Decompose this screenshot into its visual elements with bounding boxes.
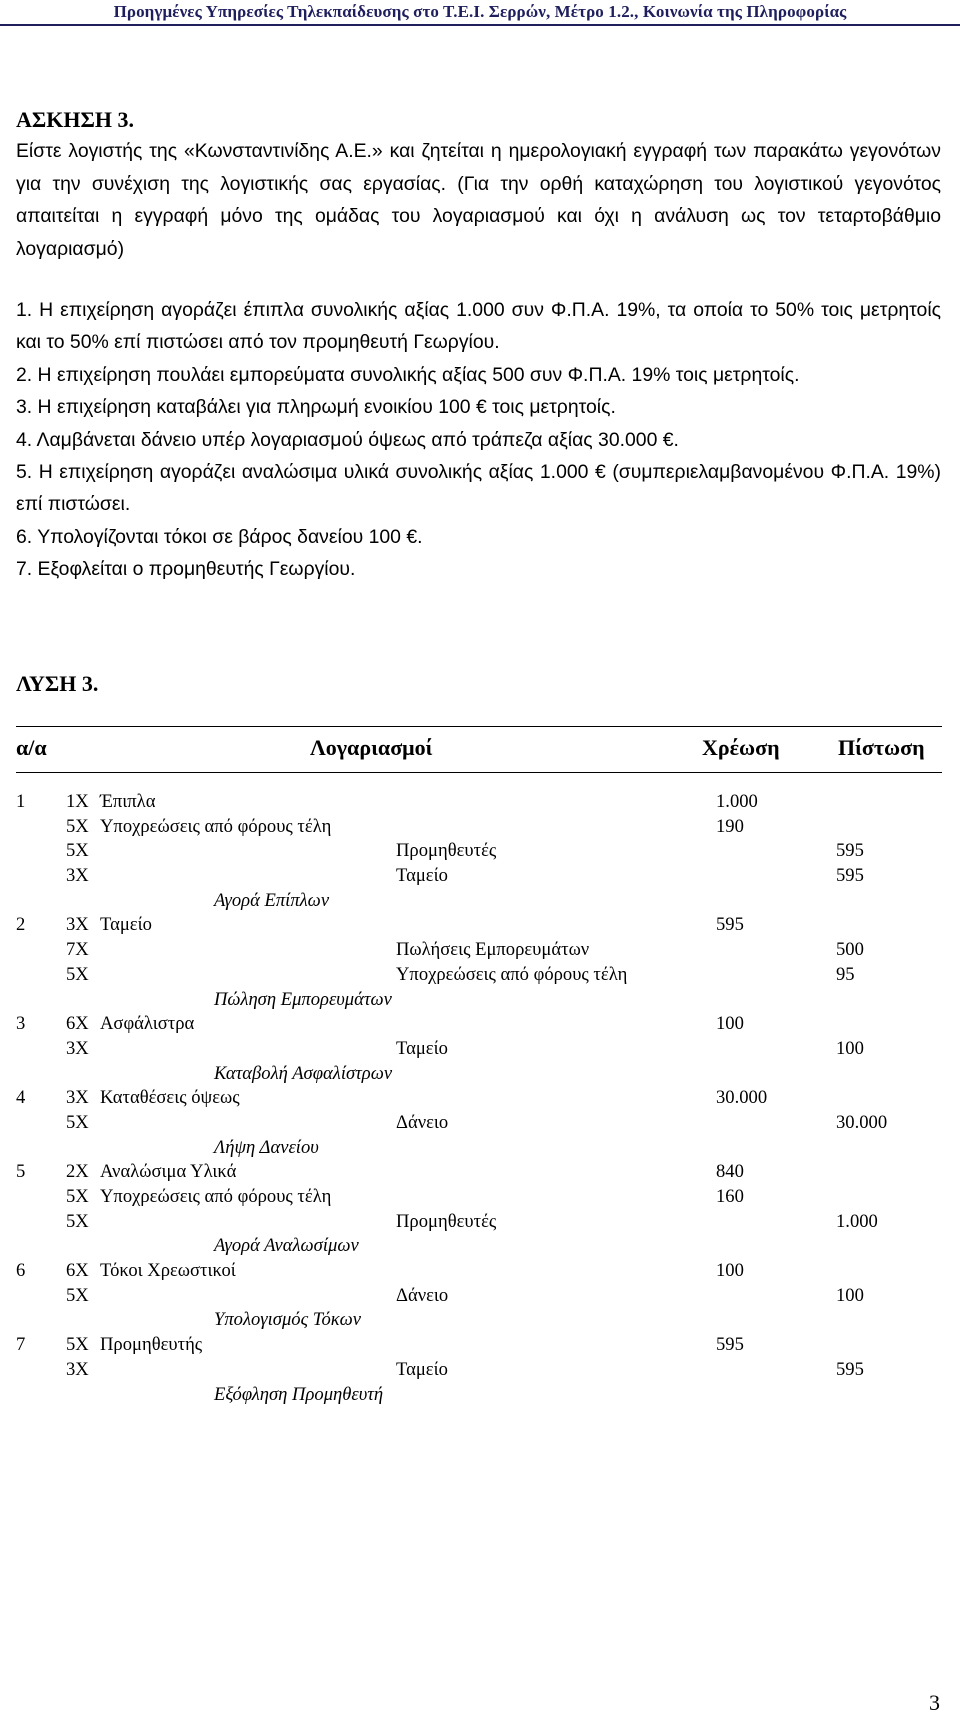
debit-row — [16, 1160, 942, 1185]
account-code: 5Χ — [66, 815, 89, 837]
account-name: Ταμείο — [396, 1037, 448, 1059]
credit-amount: 100 — [836, 1284, 864, 1306]
debit-row — [16, 1185, 942, 1210]
intro-paragraph: Είστε λογιστής της «Κωνσταντινίδης Α.Ε.» και ζητείται η ημερολογιακή εγγραφή των παρακάτω γεγονότων για την συνέχιση της λογιστικής σας εργασίας. (Για την ορθή καταχώρηση του λογιστικού γεγονότος απαιτείται η εγγραφή μόνο της ομάδας του λογαριασμού και όχι η ανάλυση ως τον τεταρτοβάθμιο λογαριασμό) — [16, 140, 941, 261]
task-item: 7. Εξοφλείται ο προμηθευτής Γεωργίου. — [16, 558, 356, 581]
account-name: Υποχρεώσεις από φόρους τέλη — [100, 815, 332, 837]
account-code: 5Χ — [66, 840, 89, 862]
account-name: Τόκοι Χρεωστικοί — [100, 1260, 236, 1282]
journal-entry — [16, 1086, 942, 1160]
task-item: 3. Η επιχείρηση καταβάλει για πληρωμή ενοικίου 100 € τοις μετρητοίς. — [16, 396, 616, 419]
account-name: Καταθέσεις όψεως — [100, 1087, 240, 1109]
credit-amount: 95 — [836, 963, 855, 985]
debit-amount: 100 — [716, 1260, 744, 1282]
credit-amount: 595 — [836, 865, 864, 887]
debit-amount: 840 — [716, 1161, 744, 1183]
credit-amount: 1.000 — [836, 1210, 878, 1232]
account-code: 5Χ — [66, 1210, 89, 1232]
task-item: 5. Η επιχείρηση αγοράζει αναλώσιμα υλικά συνολικής αξίας 1.000 € (συμπεριελαμβανομένου Φ.Π.Α. 19%) επί πιστώσει. — [16, 461, 941, 516]
credit-amount: 100 — [836, 1037, 864, 1059]
account-code: 5Χ — [66, 1284, 89, 1306]
entry-description: Πώληση Εμπορευμάτων — [214, 988, 392, 1010]
debit-amount: 1.000 — [716, 791, 758, 812]
entry-description: Λήψη Δανείου — [214, 1136, 319, 1158]
debit-amount: 100 — [716, 1013, 744, 1035]
description-row — [16, 889, 942, 914]
account-code: 7Χ — [66, 939, 89, 961]
running-header: Προηγμένες Υπηρεσίες Τηλεκπαίδευσης στο Τ.Ε.Ι. Σερρών, Μέτρο 1.2., Κοινωνία της Πληροφορίας — [113, 2, 847, 21]
account-code: 3Χ — [66, 1037, 89, 1059]
column-header-no: α/α — [16, 735, 47, 760]
credit-row — [16, 1037, 942, 1062]
account-name: Ταμείο — [100, 914, 152, 936]
description-row — [16, 1383, 942, 1408]
credit-amount: 595 — [836, 840, 864, 862]
debit-amount: 30.000 — [716, 1087, 768, 1109]
journal-entry — [16, 913, 942, 1012]
credit-amount: 30.000 — [836, 1111, 888, 1133]
credit-row — [16, 839, 942, 864]
task-item: 1. Η επιχείρηση αγοράζει έπιπλα συνολικής αξίας 1.000 συν Φ.Π.Α. 19%, τα οποία το 50% τοις μετρητοίς και το 50% επί πιστώσει από τον προμηθευτή Γεωργίου. — [16, 299, 941, 354]
account-name: Προμηθευτές — [396, 840, 497, 862]
task-item: 4. Λαμβάνεται δάνειο υπέρ λογαριασμού όψεως από τράπεζα αξίας 30.000 €. — [16, 428, 679, 451]
table-header-rule — [16, 772, 942, 773]
debit-row — [16, 1259, 942, 1284]
credit-row — [16, 1210, 942, 1235]
credit-row — [16, 938, 942, 963]
column-header-accounts: Λογαριασμοί — [310, 735, 433, 760]
account-code: 5Χ — [66, 1111, 89, 1133]
page-number: 3 — [929, 1690, 940, 1715]
entry-number: 6 — [16, 1260, 26, 1282]
account-code: 2Χ — [66, 1161, 89, 1183]
column-header-credit: Πίστωση — [838, 735, 925, 760]
account-code: 3Χ — [66, 1358, 89, 1380]
entry-number: 4 — [16, 1087, 26, 1109]
entry-description: Εξόφληση Προμηθευτή — [214, 1383, 384, 1405]
debit-amount: 595 — [716, 914, 744, 936]
account-name: Ασφάλιστρα — [100, 1013, 195, 1035]
account-name: Υποχρεώσεις από φόρους τέλη — [100, 1186, 332, 1207]
account-name: Πωλήσεις Εμπορευμάτων — [396, 939, 590, 961]
account-code: 3Χ — [66, 865, 89, 887]
account-code: 5Χ — [66, 1186, 89, 1207]
journal-entry — [16, 1160, 942, 1259]
credit-amount: 500 — [836, 939, 864, 961]
task-item: 6. Υπολογίζονται τόκοι σε βάρος δανείου 100 €. — [16, 525, 423, 548]
account-name: Προμηθευτές — [396, 1210, 497, 1232]
journal-entry — [16, 1259, 942, 1333]
debit-amount: 595 — [716, 1334, 744, 1356]
account-code: 1Χ — [66, 791, 89, 812]
column-header-debit: Χρέωση — [702, 735, 780, 760]
account-name: Δάνειο — [396, 1111, 449, 1133]
journal-entry — [16, 1333, 942, 1407]
entry-number: 7 — [16, 1334, 26, 1356]
entry-number: 2 — [16, 914, 26, 936]
account-code: 5Χ — [66, 963, 89, 985]
account-name: Προμηθευτής — [100, 1334, 203, 1356]
solution-title: ΛΥΣΗ 3. — [16, 671, 99, 696]
entry-description: Αγορά Επίπλων — [214, 889, 330, 911]
credit-row — [16, 1111, 942, 1136]
credit-amount: 595 — [836, 1358, 864, 1380]
account-name: Έπιπλα — [100, 791, 156, 812]
task-item: 2. Η επιχείρηση πουλάει εμπορεύματα συνολικής αξίας 500 συν Φ.Π.Α. 19% τοις μετρητοίς. — [16, 363, 800, 386]
debit-row — [16, 815, 942, 840]
entry-number: 5 — [16, 1161, 26, 1183]
credit-row — [16, 963, 942, 988]
account-name: Αναλώσιμα Υλικά — [100, 1161, 237, 1183]
account-name: Ταμείο — [396, 1358, 448, 1380]
description-row — [16, 988, 942, 1013]
description-row — [16, 1308, 942, 1333]
account-name: Υποχρεώσεις από φόρους τέλη — [396, 963, 628, 985]
entry-description: Αγορά Αναλωσίμων — [214, 1235, 359, 1257]
entry-number: 3 — [16, 1013, 26, 1035]
debit-amount: 190 — [716, 815, 744, 837]
account-code: 6Χ — [66, 1013, 89, 1035]
header-rule — [0, 24, 960, 26]
description-row — [16, 1136, 942, 1161]
debit-row — [16, 913, 942, 938]
journal-entry — [16, 1012, 942, 1086]
description-row — [16, 1062, 942, 1087]
debit-row — [16, 1012, 942, 1037]
exercise-title: ΑΣΚΗΣΗ 3. — [16, 107, 134, 132]
account-name: Ταμείο — [396, 865, 448, 887]
account-code: 6Χ — [66, 1260, 89, 1282]
debit-row — [16, 1333, 942, 1358]
credit-row — [16, 1284, 942, 1309]
debit-amount: 160 — [716, 1186, 744, 1207]
account-code: 3Χ — [66, 914, 89, 936]
table-top-rule — [16, 726, 942, 727]
entry-description: Καταβολή Ασφαλίστρων — [214, 1062, 393, 1084]
credit-row — [16, 1358, 942, 1383]
task-list — [16, 294, 941, 586]
debit-row — [16, 790, 942, 815]
account-code: 5Χ — [66, 1334, 89, 1356]
account-name: Δάνειο — [396, 1284, 449, 1306]
description-row — [16, 1234, 942, 1259]
journal-entry — [16, 790, 942, 913]
entry-description: Υπολογισμός Τόκων — [214, 1309, 362, 1331]
account-code: 3Χ — [66, 1087, 89, 1109]
debit-row — [16, 1086, 942, 1111]
credit-row — [16, 864, 942, 889]
journal-entries — [16, 790, 942, 1407]
entry-number: 1 — [16, 791, 26, 812]
exercise-intro — [16, 135, 941, 266]
